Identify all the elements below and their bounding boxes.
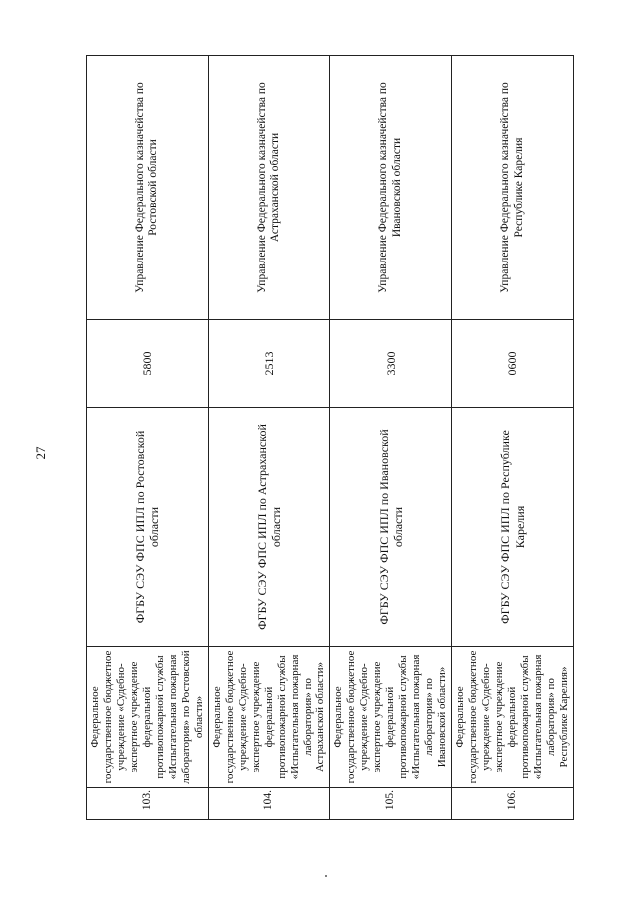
page-number: 27 — [33, 446, 48, 460]
code-cell: 2513 — [208, 320, 330, 408]
short-name-cell: ФГБУ СЭУ ФПС ИПЛ по Ивановской области — [330, 408, 452, 647]
short-name-cell: ФГБУ СЭУ ФПС ИПЛ по Ростовской области — [87, 408, 209, 647]
full-name-cell: Федеральное государственное бюджетное учреждение «Судебно-экспертное учреждение федеральной противопожарной службы «Испытательная пожарная лаборатория» по Астраханской области» — [208, 647, 330, 788]
row-number: 105. — [330, 788, 452, 820]
code-cell: 0600 — [452, 320, 574, 408]
code-cell: 5800 — [87, 320, 209, 408]
table-row — [330, 56, 452, 820]
institutions-table — [86, 55, 574, 820]
row-number: 103. — [87, 788, 209, 820]
treasury-cell: Управление Федерального казначейства по Ростовской области — [87, 56, 209, 320]
row-number: 104. — [208, 788, 330, 820]
table-row — [208, 56, 330, 820]
short-name-cell: ФГБУ СЭУ ФПС ИПЛ по Астраханской области — [208, 408, 330, 647]
table-row — [87, 56, 209, 820]
full-name-cell: Федеральное государственное бюджетное учреждение «Судебно-экспертное учреждение федеральной противопожарной службы «Испытательная пожарная лаборатория» по Ростовской области» — [87, 647, 209, 788]
table-row — [452, 56, 574, 820]
treasury-cell: Управление Федерального казначейства по Ивановской области — [330, 56, 452, 320]
scan-speck — [325, 875, 327, 877]
code-cell: 3300 — [330, 320, 452, 408]
rotated-table-container — [86, 55, 570, 820]
full-name-cell: Федеральное государственное бюджетное учреждение «Судебно-экспертное учреждение федеральной противопожарной службы «Испытательная пожарная лаборатория» по Ивановской области» — [330, 647, 452, 788]
full-name-cell: Федеральное государственное бюджетное учреждение «Судебно-экспертное учреждение федеральной противопожарной службы «Испытательная пожарная лаборатория» по Республике Карелия» — [452, 647, 574, 788]
short-name-cell: ФГБУ СЭУ ФПС ИПЛ по Республике Карелия — [452, 408, 574, 647]
row-number: 106. — [452, 788, 574, 820]
treasury-cell: Управление Федерального казначейства по Республике Карелия — [452, 56, 574, 320]
treasury-cell: Управление Федерального казначейства по Астраханской области — [208, 56, 330, 320]
